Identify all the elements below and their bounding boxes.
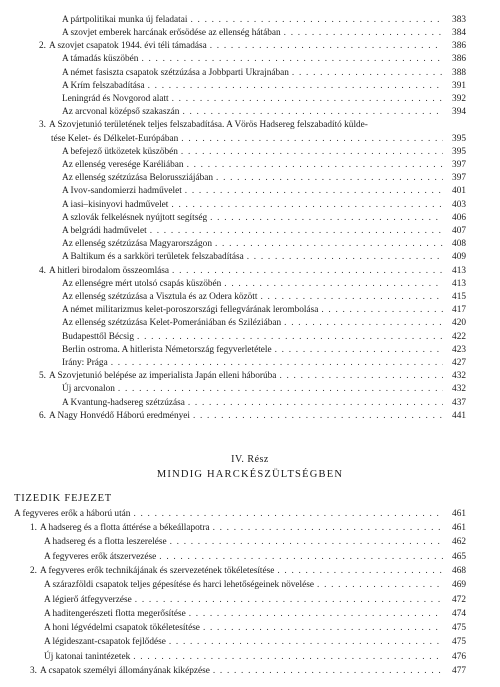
toc-leader-dots — [187, 161, 443, 170]
toc-entry-page: 415 — [452, 291, 466, 302]
toc-entry-page: 397 — [452, 159, 466, 170]
toc-entry[interactable] — [62, 53, 466, 65]
toc-entry[interactable] — [62, 198, 466, 210]
toc-entry-page: 417 — [452, 305, 466, 316]
toc-entry[interactable] — [62, 145, 466, 157]
toc-entry[interactable] — [62, 224, 466, 236]
toc-entry-title: Az ellenségre mért utolsó csapás küszöbén — [62, 278, 222, 289]
toc-entry[interactable] — [62, 290, 466, 302]
toc-leader-dots — [321, 306, 443, 315]
toc-entry-title: Az ellenség szétzúzása Kelet-Pomerániában és Sziléziában — [62, 318, 282, 329]
toc-entry-number: 1. — [30, 523, 37, 533]
toc-leader-dots — [133, 510, 443, 519]
toc-entry-page: 465 — [452, 551, 466, 562]
toc-leader-dots — [193, 412, 443, 421]
toc-entry[interactable] — [30, 521, 466, 533]
toc-entry-title: A szovjet csapatok 1944. évi téli támadása — [48, 41, 207, 52]
toc-leader-dots — [135, 596, 443, 605]
toc-entry[interactable] — [44, 550, 466, 562]
toc-leader-dots — [141, 55, 443, 64]
toc-entry[interactable] — [62, 383, 466, 395]
toc-entry-page: 432 — [452, 371, 466, 382]
toc-leader-dots — [260, 293, 443, 302]
toc-entry-title: A Szovjetunió belépése az imperialista Japán elleni háborúba — [48, 371, 277, 382]
toc-entry-number: 6. — [39, 410, 46, 421]
toc-entry-title: A Ivov-sandomierzi hadművelet — [62, 186, 182, 197]
toc-leader-dots — [111, 359, 443, 368]
toc-entry-title: Új katonai tanintézetek — [44, 651, 131, 662]
toc-entry-page: 409 — [452, 252, 466, 263]
toc-leader-dots — [317, 581, 443, 590]
toc-entry-page: 441 — [452, 410, 466, 421]
toc-entry-page: 383 — [452, 14, 466, 25]
toc-entry[interactable] — [44, 621, 466, 633]
toc-entry-title: A Baltikum és a sarkköri területek felszabadítása — [62, 252, 244, 263]
toc-entry-title: A szovjet emberek harcának erősödése az ellenség hátában — [62, 27, 281, 38]
toc-entry-title: A szárazföldi csapatok teljes gépesítése és harci lehetőségeinek növelése — [44, 580, 315, 591]
part-label: IV. Rész — [231, 454, 269, 465]
toc-entry-title: A belgrádi hadművelet — [62, 225, 147, 236]
toc-entry-title: A iasi–kisinyovi hadművelet — [62, 199, 169, 210]
toc-leader-dots — [275, 346, 443, 355]
toc-entry-page: 462 — [452, 537, 466, 548]
toc-entry-title: A honi légvédelmi csapatok tökéletesítése — [44, 623, 200, 634]
toc-entry-page: 407 — [452, 225, 466, 236]
toc-entry-title: tése Kelet- és Délkelet-Európában — [51, 133, 179, 144]
toc-entry[interactable] — [62, 66, 466, 78]
toc-entry-page: 386 — [452, 54, 466, 65]
toc-entry[interactable] — [30, 664, 466, 676]
toc-leader-dots — [247, 253, 443, 262]
toc-entry[interactable] — [14, 507, 466, 519]
toc-entry[interactable] — [39, 409, 466, 421]
toc-entry-page: 413 — [452, 278, 466, 289]
part-title: MINDIG HARCKÉSZÜLTSÉGBEN — [156, 469, 344, 480]
toc-entry[interactable] — [62, 158, 466, 170]
toc-entry[interactable] — [39, 264, 466, 276]
toc-leader-dots — [172, 267, 443, 276]
toc-entry-number: 5. — [39, 371, 46, 382]
toc-entry-page: 432 — [452, 384, 466, 395]
toc-entry[interactable] — [51, 132, 466, 144]
toc-leader-dots — [169, 638, 443, 647]
toc-entry-page: 422 — [452, 331, 466, 342]
toc-leader-dots — [279, 372, 443, 381]
toc-entry-page: 423 — [452, 344, 466, 355]
toc-entry-page: 406 — [452, 212, 466, 223]
toc-entry[interactable] — [30, 564, 466, 576]
toc-entry-number: 4. — [39, 265, 46, 276]
toc-entry-title: A Szovjetunió területének teljes felszabadítása. A Vörös Hadsereg felszabadító külde- — [48, 120, 368, 131]
toc-entry[interactable] — [62, 171, 466, 183]
toc-entry-page: 395 — [452, 133, 466, 144]
toc-entry-page: 401 — [452, 186, 466, 197]
toc-leader-dots — [172, 95, 443, 104]
toc-leader-dots — [133, 653, 443, 662]
toc-entry-title: A légierő átfegyverzése — [44, 594, 132, 605]
toc-entry[interactable] — [62, 277, 466, 289]
toc-entry-number: 2. — [30, 565, 37, 576]
toc-entry[interactable] — [62, 211, 466, 223]
toc-leader-dots — [137, 333, 443, 342]
toc-entry-title: A német militarizmus kelet-poroszországi fellegvárának lerombolása — [62, 305, 319, 316]
toc-entry[interactable] — [62, 251, 466, 263]
toc-entry[interactable] — [62, 79, 466, 91]
toc-leader-dots — [203, 624, 443, 633]
toc-entry-title: Az ellenség szétzúzása a Visztula és az Odera között — [62, 291, 258, 302]
toc-entry-title: Új arcvonalon — [62, 384, 115, 395]
toc-entry-title: Leningrád és Novgorod alatt — [62, 93, 169, 104]
toc-entry-title: A haditengerészeti flotta megerősítése — [44, 608, 186, 619]
toc-leader-dots — [277, 567, 443, 576]
toc-entry-title: A Kvantung-hadsereg szétzúzása — [62, 397, 185, 408]
toc-entry-page: 397 — [452, 173, 466, 184]
toc-entry-title: A Nagy Honvédő Háború eredményei — [48, 410, 190, 421]
toc-leader-dots — [118, 385, 443, 394]
toc-entry[interactable] — [44, 593, 466, 605]
toc-entry-page: 420 — [452, 318, 466, 329]
toc-leader-dots — [292, 69, 443, 78]
toc-entry[interactable] — [44, 579, 466, 591]
toc-entry-page: 427 — [452, 357, 466, 368]
toc-entry-title: A fegyveres erők átszervezése — [44, 551, 157, 562]
toc-entry-number: 3. — [39, 120, 46, 131]
toc-entry[interactable] — [44, 636, 466, 648]
toc-entry-number: 3. — [30, 666, 37, 676]
toc-entry-title: Berlin ostroma. A hitlerista Németország fegyverletétele — [62, 344, 272, 355]
toc-entry[interactable] — [39, 369, 466, 381]
toc-entry-title: A légideszant-csapatok fejlődése — [44, 637, 166, 648]
toc-entry-title: Az ellenség szétzúzása Magyarországon — [62, 239, 212, 250]
toc-entry-title: A szlovák felkelésnek nyújtott segítség — [62, 212, 208, 223]
toc-leader-dots — [213, 667, 443, 676]
toc-leader-dots — [170, 538, 443, 547]
toc-entry[interactable] — [62, 237, 466, 249]
toc-entry-title: Budapesttől Bécsig — [62, 331, 135, 342]
toc-entry[interactable] — [62, 26, 466, 38]
toc-leader-dots — [190, 16, 443, 25]
toc-entry-page: 386 — [452, 41, 466, 52]
toc-leader-dots — [215, 240, 443, 249]
toc-entry-page: 472 — [452, 594, 466, 605]
toc-leader-dots — [284, 29, 443, 38]
toc-entry[interactable] — [62, 92, 466, 104]
toc-entry-page: 461 — [452, 508, 466, 519]
toc-entry[interactable] — [44, 607, 466, 619]
toc-leader-dots — [188, 399, 443, 408]
toc-leader-dots — [189, 610, 443, 619]
toc-entry-number: 2. — [39, 41, 46, 52]
toc-entry-page: 388 — [452, 67, 466, 78]
toc-entry[interactable] — [62, 13, 466, 25]
chapter-heading: TIZEDIK FEJEZET — [14, 493, 113, 504]
toc-leader-dots — [185, 187, 443, 196]
toc-leader-dots — [216, 174, 443, 183]
toc-leader-dots — [182, 108, 443, 117]
toc-entry[interactable] — [62, 303, 466, 315]
toc-entry-page: 384 — [452, 27, 466, 38]
toc-entry-page: 461 — [452, 523, 466, 533]
toc-entry[interactable] — [62, 343, 466, 355]
toc-entry[interactable] — [62, 105, 466, 117]
toc-entry-title: A csapatok személyi állományának kiképzése — [39, 666, 210, 676]
toc-entry-title: A pártpolitikai munka új feladatai — [62, 14, 188, 25]
toc-leader-dots — [181, 148, 443, 157]
toc-entry-title: A német fasiszta csapatok szétzúzása a Jobbparti Ukrajnában — [62, 67, 289, 78]
toc-entry-title: A hadsereg és a flotta leszerelése — [44, 537, 167, 548]
toc-entry-title: A fegyveres erők a háború után — [14, 508, 131, 519]
toc-leader-dots — [210, 42, 443, 51]
toc-entry-page: 469 — [452, 580, 466, 591]
toc-leader-dots — [181, 135, 443, 144]
toc-entry-page: 437 — [452, 397, 466, 408]
toc-leader-dots — [159, 553, 443, 562]
toc-entry-title: Az ellenség veresége Karéliában — [62, 159, 184, 170]
toc-entry-page: 403 — [452, 199, 466, 210]
toc-entry-page: 408 — [452, 239, 466, 250]
toc-leader-dots — [171, 201, 443, 210]
toc-leader-dots — [210, 214, 443, 223]
toc-entry-page: 477 — [452, 666, 466, 676]
toc-entry[interactable] — [62, 330, 466, 342]
toc-entry-page: 413 — [452, 265, 466, 276]
toc-entry-title: A hadsereg és a flotta áttérése a békeállapotra — [39, 523, 210, 533]
toc-entry-page: 475 — [452, 637, 466, 648]
toc-entry-page: 395 — [452, 146, 466, 157]
toc-entry[interactable] — [62, 185, 466, 197]
toc-entry[interactable] — [62, 317, 466, 329]
toc-leader-dots — [284, 319, 443, 328]
toc-entry-title: Irány: Prága — [62, 357, 108, 368]
toc-entry-title: Az ellenség szétzúzása Belorussziájában — [62, 173, 214, 184]
toc-entry-title: A támadás küszöbén — [62, 54, 139, 65]
toc-entry-page: 392 — [452, 93, 466, 104]
toc-leader-dots — [213, 524, 443, 533]
toc-entry-page: 474 — [452, 608, 466, 619]
toc-entry[interactable] — [62, 396, 466, 408]
toc-entry[interactable] — [39, 39, 466, 51]
toc-entry-page: 476 — [452, 651, 466, 662]
toc-entry[interactable] — [62, 356, 466, 368]
toc-entry-title: A hitleri birodalom összeomlása — [48, 265, 170, 276]
toc-entry-title: Az arcvonal középső szakaszán — [62, 107, 180, 118]
toc-entry[interactable] — [44, 650, 466, 662]
toc-leader-dots — [148, 82, 443, 91]
toc-entry-title: A befejező ütközetek küszöbén — [62, 146, 178, 157]
toc-entry-page: 475 — [452, 623, 466, 634]
toc-entry-page: 394 — [452, 107, 466, 118]
toc-leader-dots — [150, 227, 443, 236]
toc-entry-page: 391 — [452, 80, 466, 91]
toc-entry[interactable] — [44, 536, 466, 548]
toc-entry[interactable] — [39, 119, 466, 131]
toc-entry-page: 468 — [452, 565, 466, 576]
toc-entry-title: A Krím felszabadítása — [62, 80, 145, 91]
toc-entry-title: A fegyveres erők technikájának és szervezetének tökéletesítése — [39, 565, 275, 576]
toc-leader-dots — [224, 280, 443, 289]
